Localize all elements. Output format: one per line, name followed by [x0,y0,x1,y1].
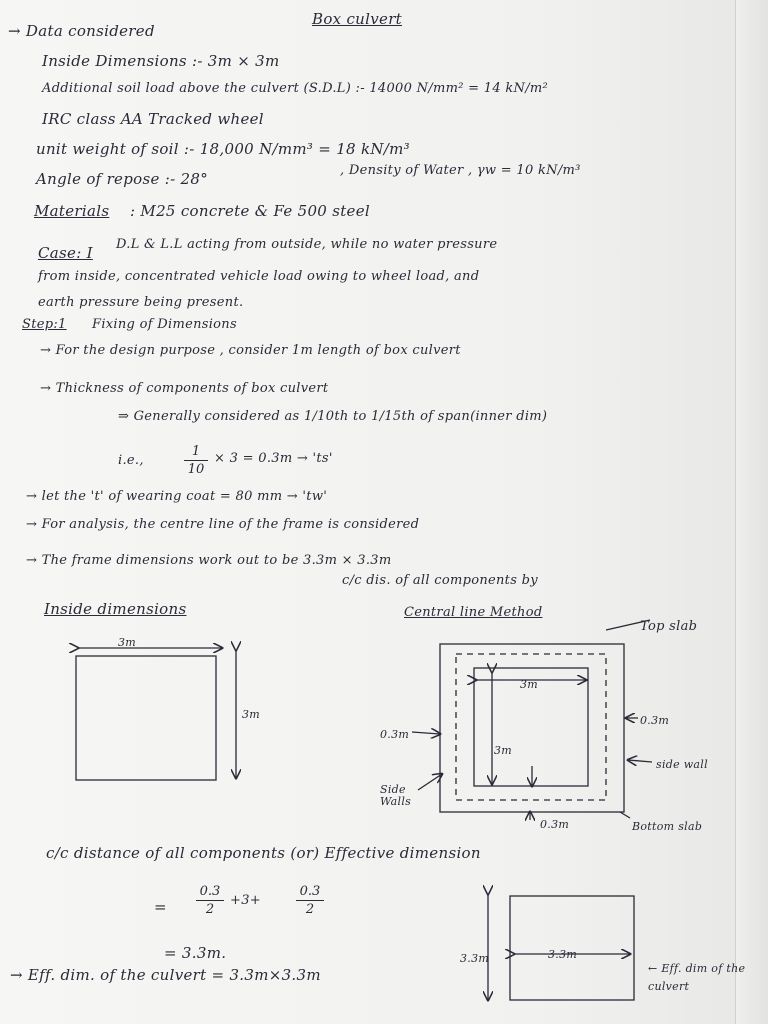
unit-weight: unit weight of soil :- 18,000 N/mm³ = 18 kN/m³ [36,140,410,158]
calc-heading: c/c distance of all components (or) Effective dimension [46,844,481,862]
density-of-water: , Density of Water , γw = 10 kN/m³ [340,163,581,178]
calc-fraction-right-num: 0.3 [299,884,321,899]
calc-fraction-left-den: 2 [205,902,215,917]
effective-dimension-line: → Eff. dim. of the culvert = 3.3m×3.3m [10,966,321,984]
fig3-height-label: 3.3m [460,952,490,965]
side-wall-label: side wall [656,758,708,771]
fig2-inner-frame [474,668,588,786]
step1-text: Fixing of Dimensions [92,317,237,332]
side-walls-leader [418,774,442,790]
ie-label: i.e., [118,453,144,468]
wearing-coat-line: → let the 't' of wearing coat = 80 mm → 'tw' [26,489,328,504]
calc-result: = 3.3m. [164,944,227,962]
fig2-title-line1: c/c dis. of all components by [342,573,538,588]
left-thickness-leader [412,732,440,734]
ie-result: × 3 = 0.3m → 'ts' [214,451,333,466]
frame-dimensions-line: → The frame dimensions work out to be 3.3m × 3.3m [26,553,392,568]
generally-considered: ⇒ Generally considered as 1/10th to 1/15th of span(inner dim) [118,409,548,424]
fig2-centre-line [456,654,606,800]
additional-soil-load: Additional soil load above the culvert (S.D.L) :- 14000 N/mm² = 14 kN/m² [42,81,549,96]
data-considered-heading: → Data considered [8,22,155,40]
thickness-line: → Thickness of components of box culvert [40,381,329,396]
case-label: Case: I [38,244,93,262]
fig2-right-thickness: 0.3m [640,714,670,727]
page-title: Box culvert [312,10,402,28]
calc-fraction-right-den: 2 [305,902,315,917]
fig1-inside-box [76,656,216,780]
bottom-slab-leader [620,812,630,818]
fig3-width-label: 3.3m [548,948,578,961]
step1-label: Step:1 [22,317,67,332]
fig2-bottom-thickness: 0.3m [540,818,570,831]
calc-fraction-left-num: 0.3 [199,884,221,899]
angle-of-repose: Angle of repose :- 28° [36,170,208,188]
calc-middle: +3+ [230,893,261,908]
fig2-title-line2: Central line Method [404,605,543,620]
fig2-outer-frame [440,644,624,812]
ie-fraction-denominator: 10 [187,462,205,477]
fig2-inner-width: 3m [520,678,539,691]
top-slab-label: Top slab [640,619,698,634]
bottom-slab-label: Bottom slab [632,820,703,833]
fig3-note: ← Eff. dim of the culvert [648,962,746,993]
side-wall-leader [628,760,652,762]
case-line-3: earth pressure being present. [38,295,244,310]
fig3-effective-box [510,896,634,1000]
side-walls-label: Side Walls [380,783,412,808]
ie-fraction-numerator: 1 [191,444,201,459]
fig2-left-thickness: 0.3m [380,728,410,741]
materials-value: : M25 concrete & Fe 500 steel [130,202,370,220]
fig1-height-label: 3m [242,708,261,721]
inside-dimensions: Inside Dimensions :- 3m × 3m [42,52,280,70]
design-purpose: → For the design purpose , consider 1m length of box culvert [40,343,461,358]
case-line-2: from inside, concentrated vehicle load owing to wheel load, and [38,269,480,284]
top-slab-leader [606,620,650,630]
irc-class: IRC class AA Tracked wheel [42,110,264,128]
analysis-line: → For analysis, the centre line of the frame is considered [26,517,420,532]
materials-label: Materials [34,202,110,220]
fig2-inner-height: 3m [494,744,513,757]
calc-equals: = [154,898,167,916]
fig1-width-label: 3m [118,636,137,649]
fig1-title: Inside dimensions [44,600,187,618]
case-line-1: D.L & L.L acting from outside, while no water pressure [116,237,498,252]
